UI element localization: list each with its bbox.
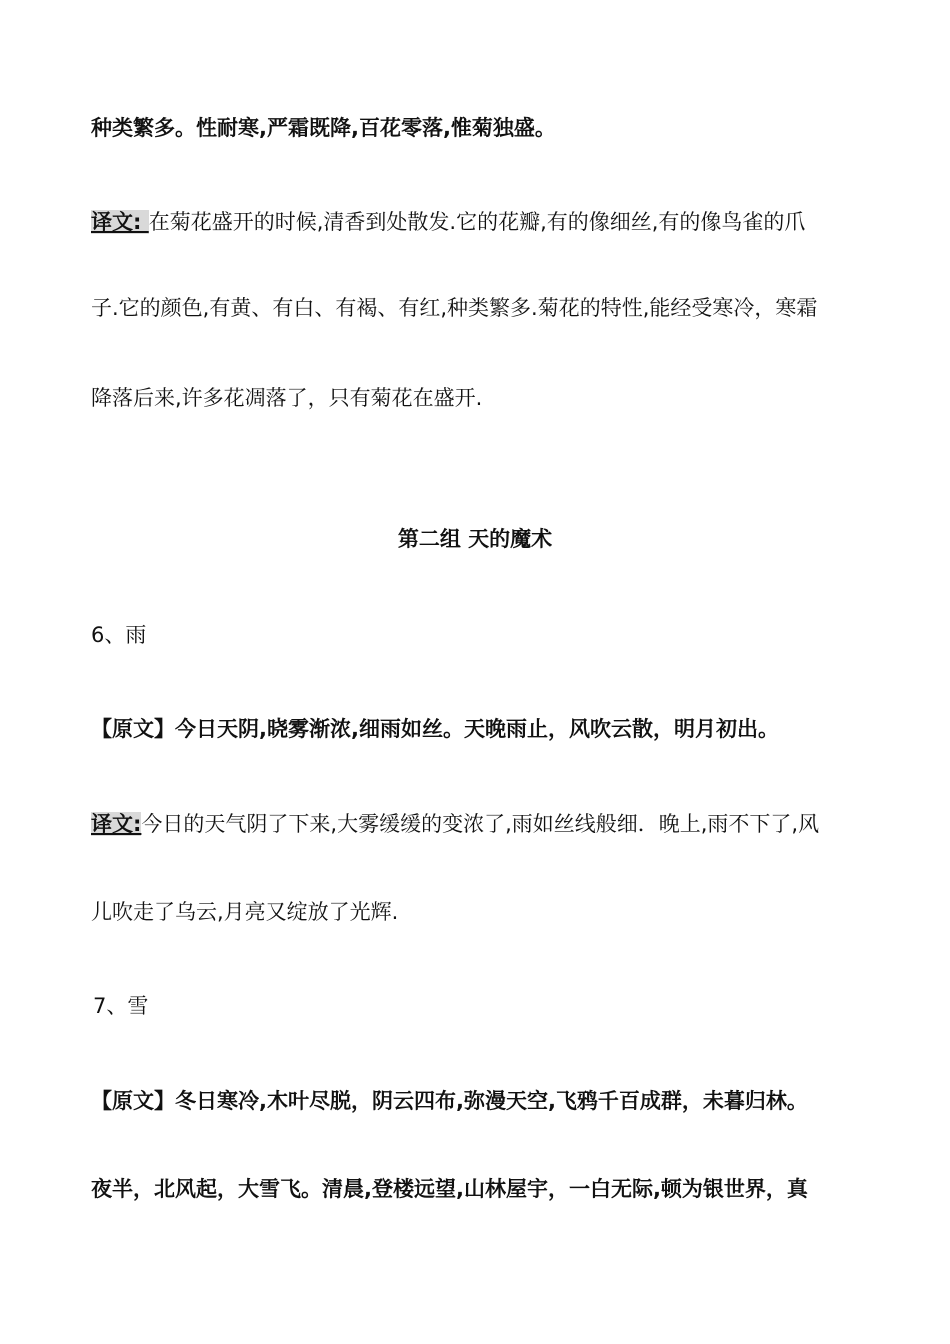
item-7-original-2: 夜半，北风起，大雪飞。清晨,登楼远望,山林屋宇，一白无际,顿为银世界，真 [91, 1177, 808, 1201]
translation-paragraph-1 [91, 208, 805, 236]
item-7-heading: 7、雪 [93, 994, 149, 1018]
item-7-original-1: 【原文】冬日寒冷,木叶尽脱，阴云四布,弥漫天空,飞鸦千百成群，未暮归林。 [91, 1089, 808, 1113]
translation-text: 今日的天气阴了下来,大雾缓缓的变浓了,雨如丝线般细．晚上,雨不下了,风 [141, 812, 820, 836]
translation-label: 译文: [91, 812, 142, 836]
item-6-translation [91, 810, 819, 838]
text-line-1: 种类繁多。性耐寒,严霜既降,百花零落,惟菊独盛。 [91, 116, 556, 140]
translation-paragraph-1-cont-2: 降落后来,许多花凋落了，只有菊花在盛开. [91, 386, 483, 410]
translation-paragraph-1-cont-1: 子.它的颜色,有黄、有白、有褐、有红,种类繁多.菊花的特性,能经受寒冷，寒霜 [91, 296, 818, 320]
translation-label: 译文: [91, 210, 149, 234]
item-6-original: 【原文】今日天阴,晓雾渐浓,细雨如丝。天晚雨止，风吹云散，明月初出。 [91, 717, 779, 741]
item-6-translation-cont: 儿吹走了乌云,月亮又绽放了光辉. [91, 900, 399, 924]
translation-text: 在菊花盛开的时候,清香到处散发.它的花瓣,有的像细丝,有的像鸟雀的爪 [148, 210, 806, 234]
section-title: 第二组 天的魔术 [397, 527, 553, 551]
item-6-heading: 6、雨 [91, 623, 147, 647]
